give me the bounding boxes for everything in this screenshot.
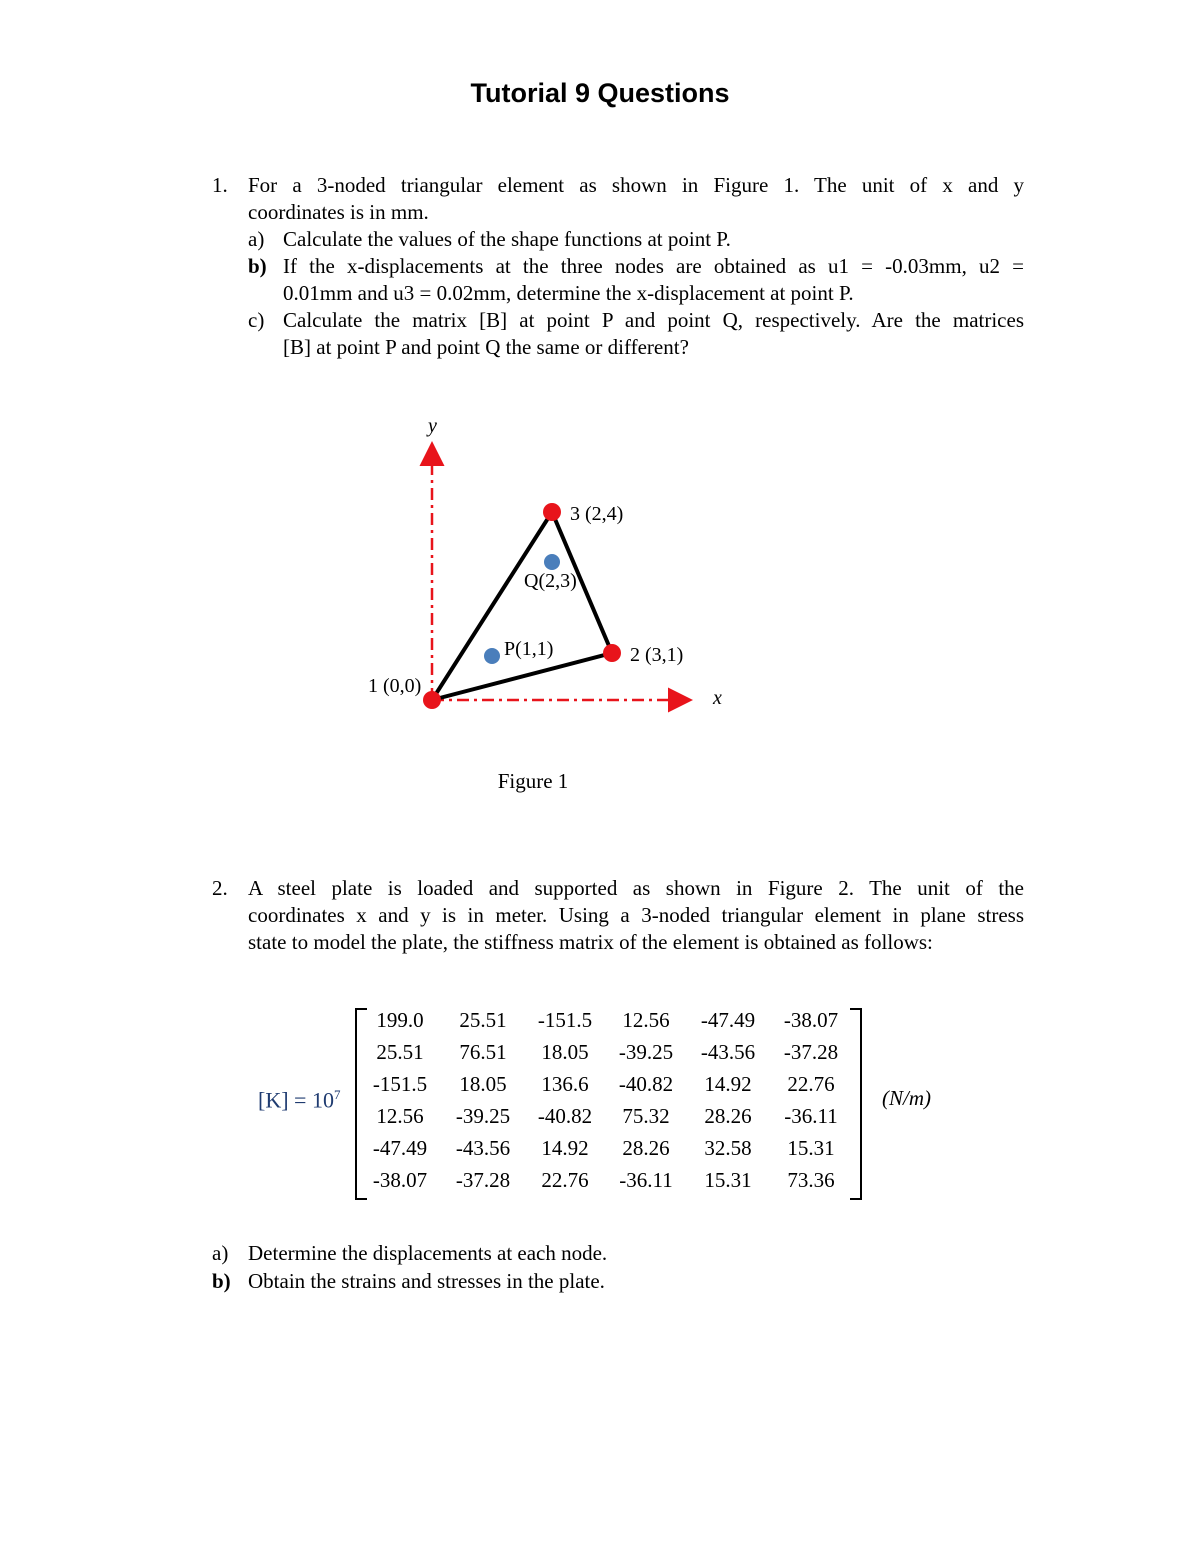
q2-line3: state to model the plate, the stiffness matrix of the element is obtained as follows: bbox=[248, 930, 933, 954]
matrix-cell: -40.82 bbox=[537, 1104, 593, 1128]
matrix-cell: 12.56 bbox=[376, 1104, 424, 1128]
q1-line2: coordinates is in mm. bbox=[248, 200, 429, 224]
x-axis-label: x bbox=[713, 687, 722, 709]
q1-a-text: Calculate the values of the shape functions at point P. bbox=[283, 227, 731, 251]
matrix-cell: -36.11 bbox=[784, 1104, 838, 1128]
matrix-cell: -47.49 bbox=[700, 1008, 756, 1032]
matrix-cell: -37.28 bbox=[783, 1040, 839, 1064]
matrix-label: $[K] = 10^7$ bbox=[258, 1087, 341, 1113]
matrix-cell: -39.25 bbox=[618, 1040, 674, 1064]
node-1-marker bbox=[423, 691, 441, 709]
matrix-cell: 32.58 bbox=[704, 1136, 752, 1160]
y-axis-label: y bbox=[428, 415, 437, 437]
matrix-cell: -43.56 bbox=[700, 1040, 756, 1064]
matrix-cell: -38.07 bbox=[372, 1168, 428, 1192]
matrix-cell: 18.05 bbox=[459, 1072, 507, 1096]
matrix-cell: 28.26 bbox=[622, 1136, 670, 1160]
matrix-cell: 73.36 bbox=[787, 1168, 835, 1192]
q2-number: 2. bbox=[212, 876, 228, 900]
matrix-cell: 199.0 bbox=[376, 1008, 424, 1032]
matrix-cell: 22.76 bbox=[541, 1168, 589, 1192]
matrix-cell: 76.51 bbox=[459, 1040, 507, 1064]
node-2-label: 2 (3,1) bbox=[630, 644, 684, 666]
point-q-marker bbox=[544, 554, 560, 570]
q2-line1: A steel plate is loaded and supported as shown in Figure 2. The unit of the bbox=[248, 876, 1024, 900]
q2-b-text: Obtain the strains and stresses in the plate. bbox=[248, 1269, 605, 1293]
matrix-cell: 18.05 bbox=[541, 1040, 589, 1064]
q2-a-label: a) bbox=[212, 1241, 229, 1265]
matrix-cell: -151.5 bbox=[537, 1008, 593, 1032]
matrix-cell: 14.92 bbox=[704, 1072, 752, 1096]
matrix-cell: 25.51 bbox=[459, 1008, 507, 1032]
matrix-cell: -151.5 bbox=[372, 1072, 428, 1096]
node-1-label: 1 (0,0) bbox=[368, 675, 422, 697]
node-3-marker bbox=[543, 503, 561, 521]
q1-c-label: c) bbox=[248, 308, 265, 332]
matrix-cell: 28.26 bbox=[704, 1104, 752, 1128]
matrix-cell: -40.82 bbox=[618, 1072, 674, 1096]
q1-number: 1. bbox=[212, 173, 228, 197]
matrix-cell: 25.51 bbox=[376, 1040, 424, 1064]
matrix-cell: -39.25 bbox=[455, 1104, 511, 1128]
q1-b-line2: 0.01mm and u3 = 0.02mm, determine the x-displacement at point P. bbox=[283, 281, 854, 305]
matrix-cell: 14.92 bbox=[541, 1136, 589, 1160]
matrix-right-bracket bbox=[850, 1008, 862, 1200]
matrix-cell: 136.6 bbox=[541, 1072, 589, 1096]
point-p-label: P(1,1) bbox=[504, 638, 554, 660]
q2-a-text: Determine the displacements at each node. bbox=[248, 1241, 608, 1265]
matrix-cell: -38.07 bbox=[783, 1008, 839, 1032]
q1-line1: For a 3-noded triangular element as shown in Figure 1. The unit of x and y bbox=[248, 173, 1024, 197]
node-2-marker bbox=[603, 644, 621, 662]
q2-line2: coordinates x and y is in meter. Using a 3-noded triangular element in plane stress bbox=[248, 903, 1024, 927]
node-3-label: 3 (2,4) bbox=[570, 503, 624, 525]
page-title: Tutorial 9 Questions bbox=[470, 78, 730, 108]
matrix-cell: -37.28 bbox=[455, 1168, 511, 1192]
point-p-marker bbox=[484, 648, 500, 664]
matrix-cell: -47.49 bbox=[372, 1136, 428, 1160]
matrix-cell: -36.11 bbox=[619, 1168, 673, 1192]
matrix-cell: 15.31 bbox=[704, 1168, 752, 1192]
point-q-label: Q(2,3) bbox=[524, 570, 577, 592]
triangle-element bbox=[432, 512, 612, 700]
matrix-cell: 15.31 bbox=[787, 1136, 835, 1160]
q1-a-label: a) bbox=[248, 227, 265, 251]
matrix-unit: (N/m) bbox=[882, 1086, 931, 1110]
stiffness-matrix bbox=[250, 1006, 970, 1206]
q1-b-line1: If the x-displacements at the three nodes are obtained as u1 = -0.03mm, u2 = bbox=[283, 254, 1024, 278]
matrix-cell: 22.76 bbox=[787, 1072, 835, 1096]
figure-caption: Figure 1 bbox=[497, 769, 569, 793]
q1-c-line2: [B] at point P and point Q the same or different? bbox=[283, 335, 689, 359]
q2-b-label: b) bbox=[212, 1269, 231, 1293]
matrix-cell: 75.32 bbox=[622, 1104, 670, 1128]
matrix-cell: -43.56 bbox=[455, 1136, 511, 1160]
q1-c-line1: Calculate the matrix [B] at point P and point Q, respectively. Are the matrices bbox=[283, 308, 1024, 332]
matrix-cell: 12.56 bbox=[622, 1008, 670, 1032]
q1-b-label: b) bbox=[248, 254, 267, 278]
